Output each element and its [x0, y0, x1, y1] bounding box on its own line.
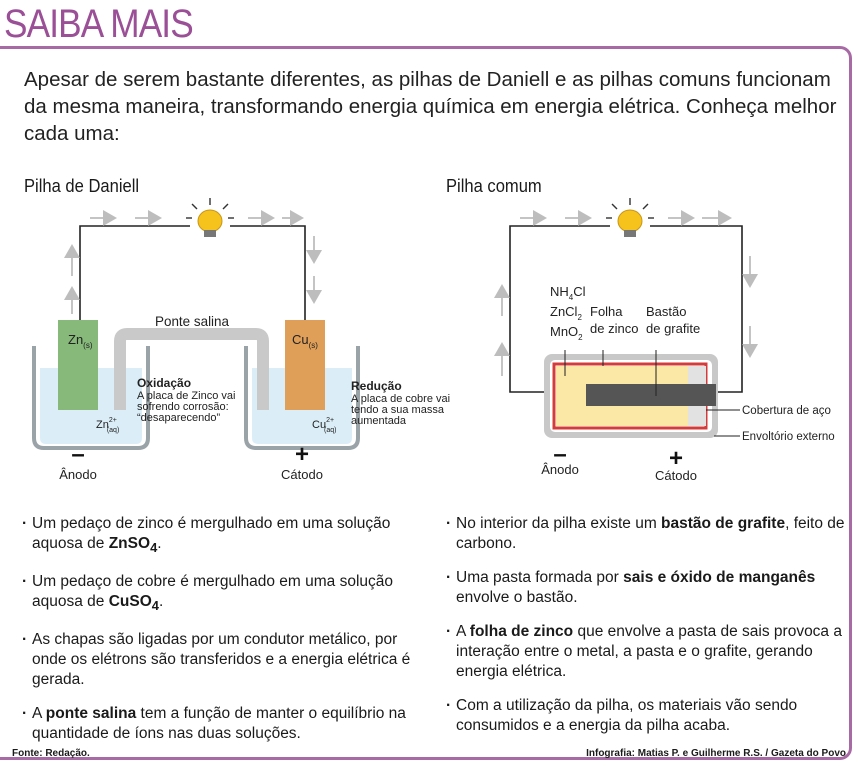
- page-title: SAIBA MAIS: [4, 2, 193, 46]
- list-item: · Uma pasta formada por sais e óxido de manganês envolve o bastão.: [446, 568, 846, 608]
- lamp-icon: [606, 198, 654, 237]
- minus-sign: –: [71, 441, 85, 468]
- minus-sign: –: [553, 441, 567, 468]
- anode-label: Ânodo: [541, 462, 579, 477]
- intro-text: Apesar de serem bastante diferentes, as pilhas de Daniell e as pilhas comuns funcionam da mesma maneira, transformando energia química em energia elétrica. Conheça melhor cada uma:: [24, 68, 837, 145]
- list-item: · Um pedaço de zinco é mergulhado em uma solução aquosa de ZnSO$_4$.: [22, 514, 422, 558]
- list-item: · A folha de zinco que envolve a pasta de sais provoca a interação entre o metal, a pasta e o grafite, gerando energia elétrica.: [446, 622, 846, 682]
- cu-solid-label: $Cu_{(s)}$: [292, 332, 318, 350]
- cathode-label: Cátodo: [281, 467, 323, 482]
- zn-solid-label: $Zn_{(s)}$: [68, 332, 93, 350]
- graphite-rod-label: Bastão de grafite: [646, 304, 701, 336]
- zncl2-label: ZnCl$_2$: [550, 304, 582, 322]
- oxidation-text: A placa de Zinco vai sofrendo corrosão: “desaparecendo”: [137, 390, 236, 424]
- list-item: · Um pedaço de cobre é mergulhado em uma solução aquosa de CuSO$_4$.: [22, 572, 422, 616]
- zn-ion-label: $Zn^{2+}$ (aq): [96, 417, 120, 434]
- steel-cover-label: Cobertura de aço: [742, 405, 831, 417]
- reduction-text: A placa de cobre vai tendo a sua massa aumentada: [351, 393, 451, 427]
- daniell-cell-diagram: [20, 196, 451, 496]
- zinc-foil-label: Folha de zinco: [590, 304, 639, 336]
- anode-label: Ânodo: [59, 467, 97, 482]
- credit-note: Infografia: Matias P. e Guilherme R.S. / Gazeta do Povo: [586, 748, 846, 759]
- list-item: · Com a utilização da pilha, os materiais vão sendo consumidos e a energia da pilha acaba.: [446, 696, 846, 736]
- reduction-title: Redução: [351, 379, 402, 393]
- source-note: Fonte: Redação.: [12, 748, 90, 759]
- common-cell-diagram: [440, 196, 852, 496]
- list-item: · As chapas são ligadas por um condutor metálico, por onde os elétrons são transferidos e a energia elétrica é gerada.: [22, 630, 422, 690]
- lamp-icon: [186, 198, 234, 237]
- outer-wrap-label: Envoltório externo: [742, 431, 835, 443]
- graphite-rod: [586, 384, 716, 406]
- common-cell-title: Pilha comum: [446, 176, 542, 196]
- plus-sign: +: [668, 445, 684, 472]
- salt-bridge-label: Ponte salina: [155, 313, 230, 329]
- cu-ion-label: $Cu^{2+}$ (aq): [312, 417, 337, 434]
- nh4cl-label: $NH_4Cl$: [550, 284, 586, 302]
- list-item: · No interior da pilha existe um bastão de grafite, feito de carbono.: [446, 514, 846, 554]
- cathode-label: Cátodo: [655, 468, 697, 483]
- daniell-title: Pilha de Daniell: [24, 176, 140, 196]
- electron-flow-arrows: [72, 218, 314, 314]
- common-cell-bullet-list: [446, 514, 846, 750]
- plus-sign: +: [294, 441, 310, 468]
- list-item: · A ponte salina tem a função de manter o equilíbrio na quantidade de íons nas duas soluções.: [22, 704, 422, 744]
- mno2-label: MnO$_2$: [550, 324, 583, 342]
- daniell-bullet-list: [22, 514, 422, 758]
- electron-flow-arrows: [502, 218, 750, 376]
- circuit-wire: [80, 226, 305, 320]
- oxidation-title: Oxidação: [137, 376, 192, 390]
